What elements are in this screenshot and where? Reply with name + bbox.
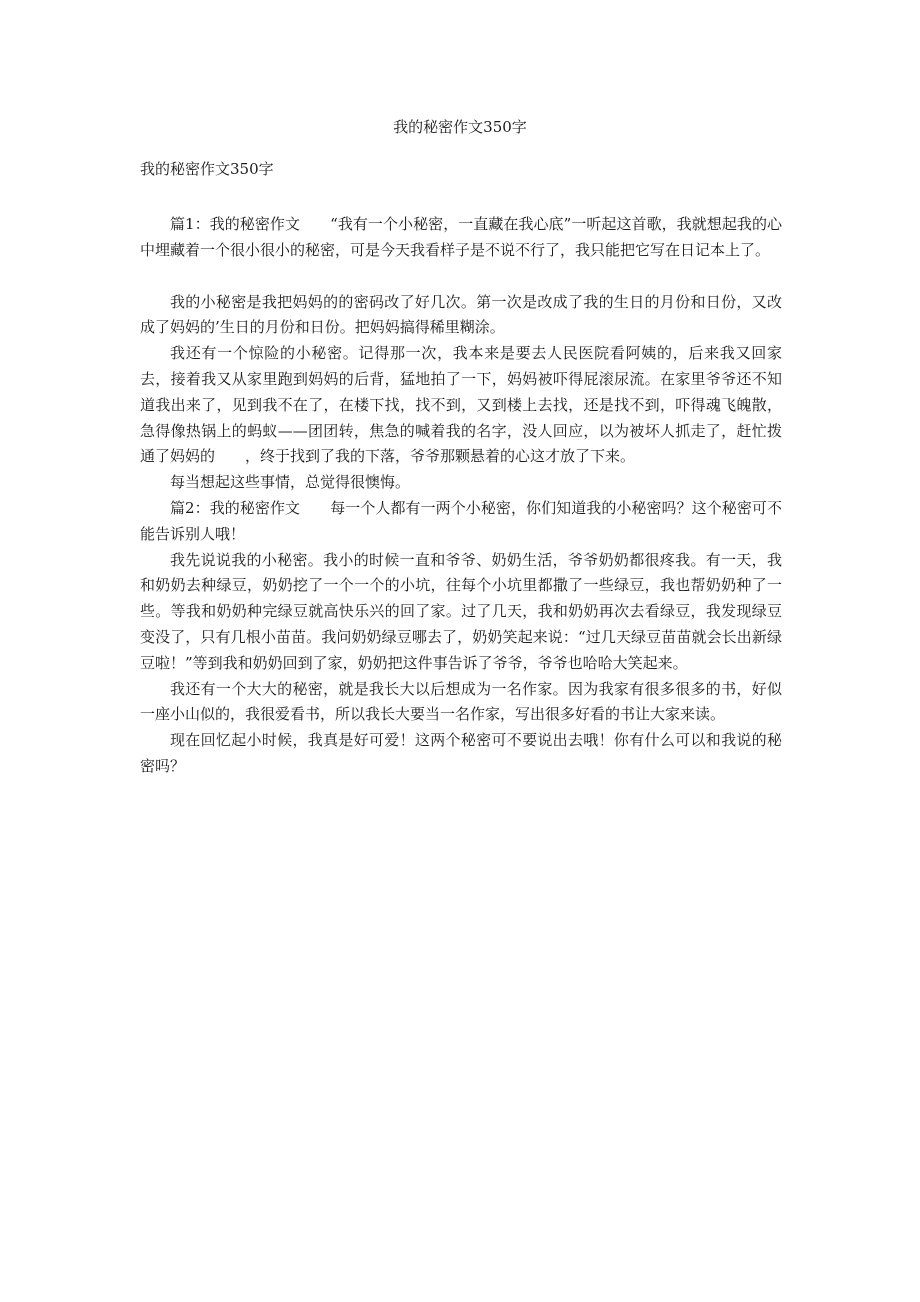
paragraph: 每当想起这些事情，总觉得很懊悔。 (170, 473, 411, 492)
paragraph: 现在回忆起小时候，我真是好可爱！这两个秘密可不要说出去哦！你有什么可以和我说的秘密吗？ (140, 731, 782, 775)
essay-body (140, 212, 782, 780)
document-subtitle: 我的秘密作文350字 (140, 160, 274, 178)
paragraph: 我的小秘密是我把妈妈的的密码改了好几次。第一次是改成了我的生日的月份和日份，又改成了妈妈的’生日的月份和日份。把妈妈搞得稀里糊涂。 (140, 292, 782, 337)
paragraph: 我还有一个惊险的小秘密。记得那一次，我本来是要去人民医院看阿姨的，后来我又回家去，接着我又从家里跑到妈妈的后背，猛地拍了一下，妈妈被吓得屁滚尿流。在家里爷爷还不知道我出来了，见到我不在了，在楼下找，找不到，又到楼上去找，还是找不到，吓得魂飞魄散，急得像热锅上的蚂蚁——团团转，焦急的喊着我的名字，没人回应，以为被坏人抓走了，赶忙拨通了妈妈的 ，终于找到了我的下落，爷爷那颗悬着的心这才放了下来。 (140, 344, 782, 466)
paragraph: 篇1：我的秘密作文 “我有一个小秘密，一直藏在我心底”一听起这首歌，我就想起我的心中埋藏着一个很小很小的秘密，可是今天我看样子是不说不行了，我只能把它写在日记本上了。 (140, 215, 782, 259)
paragraph: 我还有一个大大的秘密，就是我长大以后想成为一名作家。因为我家有很多很多的书，好似一座小山似的，我很爱看书，所以我长大要当一名作家，写出很多好看的书让大家来读。 (140, 679, 782, 724)
page-title: 我的秘密作文350字 (393, 118, 527, 136)
paragraph: 我先说说我的小秘密。我小的时候一直和爷爷、奶奶生活，爷爷奶奶都很疼我。有一天，我和奶奶去种绿豆，奶奶挖了一个一个的小坑，往每个小坑里都撒了一些绿豆，我也帮奶奶种了一些。等我和奶奶种完绿豆就高快乐兴的回了家。过了几天，我和奶奶再次去看绿豆，我发现绿豆变没了，只有几根小苗苗。我问奶奶绿豆哪去了，奶奶笑起来说：“过几天绿豆苗苗就会长出新绿豆啦！”等到我和奶奶回到了家，奶奶把这件事告诉了爷爷，爷爷也哈哈大笑起来。 (140, 550, 782, 672)
paragraph: 篇2：我的秘密作文 每一个人都有一两个小秘密，你们知道我的小秘密吗？这个秘密可不能告诉别人哦！ (140, 498, 782, 543)
